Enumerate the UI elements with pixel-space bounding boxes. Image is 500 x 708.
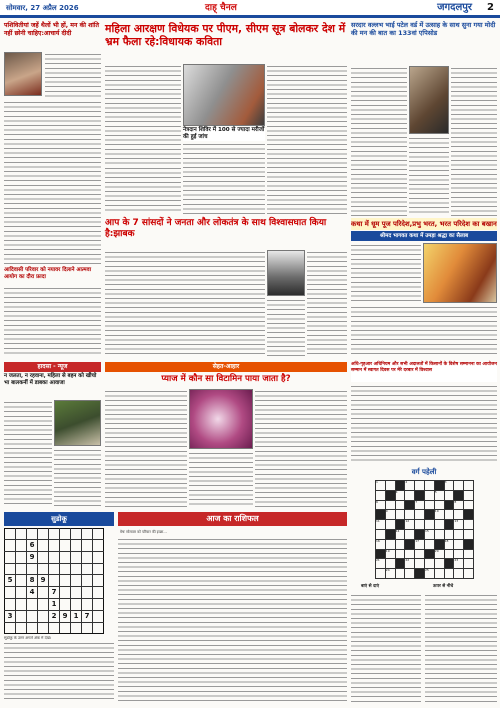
- right-mid-sub-box: [351, 231, 497, 241]
- down-head: ऊपर से नीचे: [433, 584, 454, 589]
- accident-body-1: [4, 400, 52, 508]
- sudoku-cell[interactable]: [49, 540, 60, 552]
- crossword-table[interactable]: 1 2 3 4 5 6 7 8 9 10 11 12 13 14 15 16 17 18 19 20 21 22 23 24 25: [375, 480, 474, 579]
- sudoku-cell[interactable]: 3: [5, 611, 16, 623]
- sudoku-cell[interactable]: [71, 564, 82, 575]
- sudoku-cell[interactable]: [5, 564, 16, 575]
- sudoku-cell[interactable]: [5, 599, 16, 611]
- main-headline: महिला आरक्षण विधेयक पर पीएम, सीएम सूत्र बोलकर देश में भ्रम फैला रहे:विधायक कविता: [105, 22, 346, 48]
- sudoku-cell[interactable]: [71, 575, 82, 587]
- sudoku-cell[interactable]: [60, 587, 71, 599]
- sudoku-cell[interactable]: [82, 587, 93, 599]
- right-top-body-1: [351, 66, 407, 216]
- sudoku-cell[interactable]: [16, 564, 27, 575]
- sudoku-title: सुडोकू: [51, 515, 67, 523]
- sudoku-row: [5, 611, 104, 623]
- sudoku-row: [5, 623, 104, 634]
- sudoku-cell[interactable]: [38, 540, 49, 552]
- sudoku-cell[interactable]: [38, 552, 49, 564]
- across-clues: [351, 593, 421, 703]
- sudoku-cell[interactable]: [82, 564, 93, 575]
- sudoku-cell[interactable]: [5, 623, 16, 634]
- right-top-photo: [409, 66, 449, 134]
- sub-body-3: [267, 298, 305, 356]
- sudoku-cell[interactable]: [93, 552, 104, 564]
- sudoku-cell[interactable]: [38, 587, 49, 599]
- accident-headline: न जलता, न रहवाना, महिला से बहन को खी‌ंचो भा बालकर्नी में डाबका आवाजा: [4, 373, 97, 386]
- health-body-3: [189, 451, 253, 508]
- sudoku-cell[interactable]: [60, 552, 71, 564]
- sudoku-cell[interactable]: [16, 540, 27, 552]
- sudoku-cell[interactable]: [93, 529, 104, 540]
- sudoku-row: [5, 575, 104, 587]
- sudoku-cell[interactable]: [38, 529, 49, 540]
- health-body-2: [255, 389, 347, 508]
- left-mid-headline: आदिवासी परिवार को नयावर दिलाने आत्मवा आयोग का दौरा फ्रादा: [4, 267, 92, 280]
- accident-section-label: हादसा - न्यूज: [4, 362, 101, 372]
- left-top-headline: पशिवितीयां जहें थैलों भी हों, मन की शांति नहीं छोनी चाहिए:आचार्य दीदी: [4, 22, 100, 37]
- page-number: 2: [487, 2, 494, 13]
- sudoku-cell[interactable]: [82, 599, 93, 611]
- sudoku-cell[interactable]: [93, 575, 104, 587]
- sudoku-cell[interactable]: [5, 587, 16, 599]
- right-mid-body-1: [351, 243, 421, 303]
- sudoku-cell[interactable]: [93, 540, 104, 552]
- masthead: [0, 0, 500, 18]
- sudoku-cell[interactable]: [5, 552, 16, 564]
- crossword-title-box: [351, 466, 497, 478]
- sub-body-2: [307, 250, 347, 356]
- right-top-headline: सरदार वल्लभ भाई पटेल वर्ड में उत्साह के साथ सुना गया मोदी की मन की बात का 133वां एपिसोड: [351, 21, 496, 37]
- edition-city: जगदलपुर: [437, 2, 472, 13]
- notice-story: [351, 362, 497, 382]
- sudoku-cell[interactable]: 1: [71, 611, 82, 623]
- sudoku-cell[interactable]: [5, 540, 16, 552]
- sudoku-cell[interactable]: [16, 552, 27, 564]
- sudoku-row: [5, 552, 104, 564]
- sudoku-cell[interactable]: [82, 529, 93, 540]
- horoscope-title: आज का राशिफल: [206, 514, 259, 523]
- sudoku-grid[interactable]: [4, 528, 114, 632]
- left-mid-story: [4, 267, 101, 285]
- sudoku-cell[interactable]: [49, 575, 60, 587]
- sudoku-cell[interactable]: 7: [82, 611, 93, 623]
- sudoku-cell[interactable]: [82, 575, 93, 587]
- health-story: [105, 373, 347, 387]
- crossword-grid[interactable]: [375, 480, 475, 580]
- sudoku-cell[interactable]: 9: [27, 552, 38, 564]
- sudoku-cell[interactable]: [60, 564, 71, 575]
- sudoku-row: [5, 540, 104, 552]
- horoscope-first-line: मेषः सोमवार को परिवार की इच्छा...: [120, 530, 167, 534]
- horoscope-list: [118, 528, 347, 704]
- sudoku-answer-text: [4, 636, 114, 704]
- left-mid-body: [4, 286, 101, 356]
- sudoku-cell[interactable]: [27, 599, 38, 611]
- sudoku-cell[interactable]: 2: [49, 611, 60, 623]
- paper-name: दाह्‌ चैनल: [205, 3, 237, 13]
- accident-body-2: [54, 448, 101, 508]
- mid-headline-box: [183, 127, 265, 141]
- notice-headline: अधि-गृ‌हआर अधिनियम और सभी अदालतों में किसानों के विशेष सम्मानना का आयोजन सम्मान में स्वागत दिवस पर मेरे दरबार में विश्वास: [351, 362, 497, 373]
- sudoku-cell[interactable]: [60, 599, 71, 611]
- sudoku-cell[interactable]: 9: [60, 611, 71, 623]
- sudoku-cell[interactable]: [5, 529, 16, 540]
- sudoku-cell[interactable]: [16, 599, 27, 611]
- left-top-body-2: [4, 100, 101, 265]
- sudoku-cell[interactable]: [93, 623, 104, 634]
- right-mid-photo: [423, 243, 497, 303]
- sudoku-cell[interactable]: [71, 587, 82, 599]
- main-photo: [183, 64, 265, 126]
- right-top-body-2: [451, 66, 497, 216]
- sudoku-cell[interactable]: [71, 529, 82, 540]
- crossword-title: वर्ग पहेली: [411, 468, 437, 476]
- sub-body: [105, 250, 265, 356]
- issue-date: सोमवार, 27 अप्रैल 2026: [6, 4, 79, 12]
- accident-story: [4, 373, 101, 399]
- right-mid-headline-box: [351, 218, 497, 230]
- crossword-clue-heads: [351, 584, 497, 592]
- right-mid-body-2: [351, 305, 497, 356]
- main-story-headline-box: [105, 22, 347, 66]
- health-section-label: सेहत-आहार: [105, 362, 347, 372]
- sudoku-cell[interactable]: [49, 529, 60, 540]
- sudoku-cell[interactable]: [16, 575, 27, 587]
- sudoku-row: [5, 587, 104, 599]
- sudoku-cell[interactable]: [93, 611, 104, 623]
- sudoku-cell[interactable]: [60, 575, 71, 587]
- accident-photo: [54, 400, 101, 446]
- mid-headline: नेत्रदान शिविर में 100 से ज्यादा मरीजों की हुई जांच: [183, 127, 265, 140]
- sudoku-cell[interactable]: [49, 623, 60, 634]
- sudoku-table[interactable]: [4, 528, 104, 634]
- sudoku-cell[interactable]: [60, 540, 71, 552]
- main-body-4: [105, 166, 181, 214]
- sudoku-cell[interactable]: [71, 623, 82, 634]
- onion-photo: [189, 389, 253, 449]
- sudoku-cell[interactable]: [93, 587, 104, 599]
- sudoku-cell[interactable]: [93, 564, 104, 575]
- sudoku-cell[interactable]: [16, 611, 27, 623]
- horoscope-title-box: [118, 512, 347, 526]
- sudoku-cell[interactable]: [93, 599, 104, 611]
- right-top-body-3: [409, 136, 449, 216]
- sudoku-answer-note: सुडोकू के उत्तर अगले अंक में देखें।: [4, 636, 52, 640]
- health-body-1: [105, 389, 187, 508]
- main-body-1: [105, 64, 181, 164]
- sudoku-cell[interactable]: 9: [38, 575, 49, 587]
- sudoku-cell[interactable]: [27, 623, 38, 634]
- sudoku-cell[interactable]: 7: [49, 587, 60, 599]
- sudoku-cell[interactable]: [82, 552, 93, 564]
- sub-photo: [267, 250, 305, 296]
- sudoku-cell[interactable]: [60, 623, 71, 634]
- down-clues: [425, 593, 497, 703]
- sudoku-cell[interactable]: 6: [27, 540, 38, 552]
- sudoku-cell[interactable]: [38, 599, 49, 611]
- sub-headline: आप के 7 सांसदों ने जनता और लोकतंत्र के साथ विश्वासघात किया है:झाबक: [105, 218, 327, 239]
- sudoku-row: [5, 564, 104, 575]
- sudoku-cell[interactable]: [82, 623, 93, 634]
- sudoku-cell[interactable]: [49, 564, 60, 575]
- sudoku-cell[interactable]: 8: [27, 575, 38, 587]
- sudoku-cell[interactable]: [71, 599, 82, 611]
- sudoku-cell[interactable]: [16, 623, 27, 634]
- sudoku-cell[interactable]: [16, 587, 27, 599]
- sudoku-cell[interactable]: 4: [27, 587, 38, 599]
- sudoku-cell[interactable]: [27, 564, 38, 575]
- left-top-photo: [4, 52, 42, 96]
- sudoku-cell[interactable]: [38, 611, 49, 623]
- sudoku-cell[interactable]: 1: [49, 599, 60, 611]
- sudoku-cell[interactable]: [82, 540, 93, 552]
- sudoku-cell[interactable]: [60, 529, 71, 540]
- notice-body: [351, 384, 497, 464]
- main-body-3: [183, 142, 265, 214]
- sudoku-cell[interactable]: [16, 529, 27, 540]
- sudoku-cell[interactable]: 5: [5, 575, 16, 587]
- sudoku-cell[interactable]: [71, 540, 82, 552]
- sudoku-cell[interactable]: [27, 611, 38, 623]
- right-mid-subheadline: श्रीमद भागवत कथा में उमड़ा श्रद्धा का सैलाब: [379, 233, 469, 239]
- main-body-2: [267, 64, 347, 214]
- left-top-body: [45, 52, 101, 102]
- health-headline: प्याज में कौन सा विटामिन पाया जाता है?: [161, 374, 291, 384]
- sudoku-title-box: [4, 512, 114, 526]
- sudoku-row: [5, 529, 104, 540]
- across-head: बाएं से दाएं: [361, 584, 379, 589]
- sudoku-row: [5, 599, 104, 611]
- right-mid-headline: कथा में धूम पूज परिदेश,प्रभु भरत, भरत परिदेश का बखान: [351, 220, 497, 228]
- sub-story-headline-box: [105, 218, 347, 248]
- sudoku-cell[interactable]: [38, 564, 49, 575]
- sudoku-cell[interactable]: [71, 552, 82, 564]
- sudoku-cell[interactable]: [49, 552, 60, 564]
- sudoku-cell[interactable]: [27, 529, 38, 540]
- right-top-story: [351, 22, 497, 64]
- sudoku-cell[interactable]: [38, 623, 49, 634]
